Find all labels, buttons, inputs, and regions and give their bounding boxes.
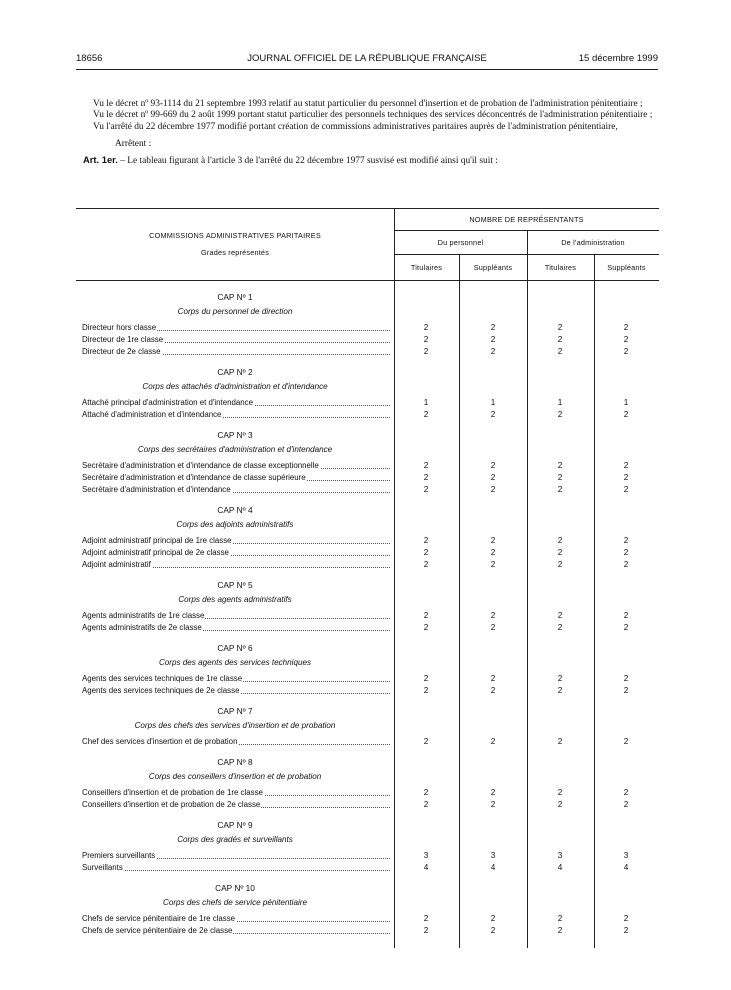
corps-title: Corps des chefs des services d'insertion et de probation xyxy=(134,721,336,730)
suppleants-admin-value: 2 xyxy=(623,485,629,494)
suppleants-admin-value: 2 xyxy=(623,926,629,935)
titulaires-personnel-value: 2 xyxy=(423,686,429,695)
titulaires-personnel-value: 2 xyxy=(423,926,429,935)
journal-title: JOURNAL OFFICIEL DE LA RÉPUBLIQUE FRANÇAISE xyxy=(247,53,487,64)
titulaires-admin-value: 2 xyxy=(557,347,563,356)
grade-label: Secrétaire d'administration et d'intendance de classe exceptionnelle xyxy=(82,461,319,470)
grade-label: Agents des services techniques de 1re classe xyxy=(82,674,243,683)
suppleants-personnel-value: 4 xyxy=(490,863,496,872)
header-bottom-rule xyxy=(76,280,659,281)
cap-title: CAP Nº 2 xyxy=(217,367,253,377)
cap-title: CAP Nº 10 xyxy=(215,883,255,893)
grade-row-label xyxy=(82,850,392,861)
suppleants-personnel-value: 2 xyxy=(490,623,496,632)
titulaires-admin-value: 2 xyxy=(557,323,563,332)
corps-title: Corps des conseillers d'insertion et de probation xyxy=(148,772,322,781)
titulaires-admin-value: 2 xyxy=(557,800,563,809)
suppleants-admin-value: 2 xyxy=(623,674,629,683)
commissions-header: COMMISSIONS ADMINISTRATIVES PARITAIRES xyxy=(149,231,321,240)
intro-text xyxy=(83,99,658,167)
suppleants-personnel-value: 2 xyxy=(490,611,496,620)
grade-row-label xyxy=(82,862,392,873)
suppleants-admin-value: 2 xyxy=(623,473,629,482)
suppleants-admin-value: 2 xyxy=(623,323,629,332)
titulaires-personnel-value: 2 xyxy=(423,548,429,557)
corps-title: Corps des gradés et surveillants xyxy=(177,835,293,844)
suppleants-personnel-value: 2 xyxy=(490,485,496,494)
grade-label: Secrétaire d'administration et d'intendance xyxy=(82,485,231,494)
suppleants-personnel-value: 2 xyxy=(490,461,496,470)
cap-title: CAP Nº 1 xyxy=(217,292,253,302)
grade-row-label xyxy=(82,622,392,633)
grade-row-label xyxy=(82,460,392,471)
grade-row-label xyxy=(82,397,392,408)
titulaires-admin-value: 2 xyxy=(557,674,563,683)
grade-row-label xyxy=(82,346,392,357)
suppleants-admin-value: 2 xyxy=(623,335,629,344)
grade-row-label xyxy=(82,334,392,345)
titulaires-personnel-value: 2 xyxy=(423,473,429,482)
titulaires-personnel-value: 2 xyxy=(423,800,429,809)
grade-label: Surveillants xyxy=(82,863,123,872)
grade-row-label xyxy=(82,535,392,546)
nombre-header: NOMBRE DE REPRÉSENTANTS xyxy=(469,215,584,224)
page-number: 18656 xyxy=(76,53,103,64)
visa-paragraph: Vu l'arrêté du 22 décembre 1977 modifié portant création de commissions administratives paritaires auprès de l'administration pénitentiaire, xyxy=(93,121,618,132)
titulaires-admin-value: 3 xyxy=(557,851,563,860)
grade-row-label xyxy=(82,925,392,936)
col-divider xyxy=(527,230,528,948)
titulaires-personnel-value: 2 xyxy=(423,788,429,797)
grade-row-label xyxy=(82,547,392,558)
corps-title: Corps des attachés d'administration et d'intendance xyxy=(142,382,328,391)
visa-paragraph: Vu le décret nº 99-669 du 2 août 1999 portant statut particulier des personnels techniques des services déconcentrés de l'administration pénitentiaire ; xyxy=(93,110,653,121)
titulaires-personnel-value: 2 xyxy=(423,323,429,332)
suppleants-personnel-value: 2 xyxy=(490,914,496,923)
suppleants-personnel-value: 2 xyxy=(490,788,496,797)
cap-title: CAP Nº 7 xyxy=(217,706,253,716)
cap-title: CAP Nº 5 xyxy=(217,580,253,590)
titulaires-personnel-value: 2 xyxy=(423,335,429,344)
grade-label: Chef des services d'insertion et de probation xyxy=(82,737,238,746)
suppleants-admin-value: 2 xyxy=(623,536,629,545)
titulaires-admin-value: 2 xyxy=(557,914,563,923)
suppleants-admin-value: 2 xyxy=(623,347,629,356)
titulaires-personnel-value: 2 xyxy=(423,623,429,632)
grade-label: Premiers surveillants xyxy=(82,851,156,860)
titulaires-admin-value: 2 xyxy=(557,788,563,797)
titulaires-admin-value: 2 xyxy=(557,461,563,470)
article-text: – Le tableau figurant à l'article 3 de l'arrêté du 22 décembre 1977 susvisé est modifié ainsi qu'il suit : xyxy=(117,156,498,167)
grade-row-label xyxy=(82,559,392,570)
titulaires-personnel-value: 4 xyxy=(423,863,429,872)
grade-label: Agents administratifs de 2e classe xyxy=(82,623,202,632)
titulaires-admin-value: 2 xyxy=(557,548,563,557)
titulaires-personnel-value: 2 xyxy=(423,536,429,545)
suppleants-admin-value: 2 xyxy=(623,686,629,695)
titulaires-admin-value: 2 xyxy=(557,926,563,935)
grade-row-label xyxy=(82,610,392,621)
titulaires-personnel-value: 2 xyxy=(423,347,429,356)
suppleants-personnel-value: 2 xyxy=(490,347,496,356)
grade-label: Adjoint administratif xyxy=(82,560,151,569)
suppleants-personnel-value: 2 xyxy=(490,410,496,419)
grade-row-label xyxy=(82,673,392,684)
titulaires-personnel-value: 3 xyxy=(423,851,429,860)
header-rule xyxy=(394,230,659,231)
representatives-table xyxy=(76,208,659,948)
suppleants-personnel-value: 2 xyxy=(490,548,496,557)
cap-title: CAP Nº 8 xyxy=(217,757,253,767)
titulaires-header: Titulaires xyxy=(410,263,443,272)
corps-title: Corps des secrétaires d'administration et d'intendance xyxy=(137,445,333,454)
titulaires-personnel-value: 1 xyxy=(423,398,429,407)
corps-title: Corps du personnel de direction xyxy=(177,307,293,316)
col-divider xyxy=(459,254,460,948)
grade-row-label xyxy=(82,322,392,333)
suppleants-admin-value: 2 xyxy=(623,737,629,746)
titulaires-admin-value: 1 xyxy=(557,398,563,407)
suppleants-personnel-value: 2 xyxy=(490,737,496,746)
grade-label: Secrétaire d'administration et d'intendance de classe supérieure xyxy=(82,473,306,482)
titulaires-admin-value: 2 xyxy=(557,536,563,545)
suppleants-personnel-value: 2 xyxy=(490,335,496,344)
suppleants-personnel-value: 2 xyxy=(490,560,496,569)
grade-row-label xyxy=(82,484,392,495)
grade-row-label xyxy=(82,685,392,696)
titulaires-personnel-value: 2 xyxy=(423,410,429,419)
suppleants-admin-value: 2 xyxy=(623,560,629,569)
suppleants-admin-value: 2 xyxy=(623,914,629,923)
titulaires-admin-value: 4 xyxy=(557,863,563,872)
article-label: Art. 1er. xyxy=(83,154,118,166)
suppleants-admin-value: 4 xyxy=(623,863,629,872)
grades-header: Grades représentés xyxy=(200,248,270,257)
titulaires-admin-value: 2 xyxy=(557,473,563,482)
suppleants-personnel-value: 1 xyxy=(490,398,496,407)
suppleants-personnel-value: 2 xyxy=(490,473,496,482)
grade-row-label xyxy=(82,409,392,420)
grade-label: Agents administratifs de 1re classe xyxy=(82,611,205,620)
arretent-line: Arrêtent : xyxy=(115,138,152,149)
suppleants-header: Suppléants xyxy=(607,263,646,272)
grade-label: Adjoint administratif principal de 1re classe xyxy=(82,536,232,545)
article-1 xyxy=(83,154,658,167)
col-divider xyxy=(594,254,595,948)
suppleants-admin-value: 3 xyxy=(623,851,629,860)
corps-title: Corps des chefs de service pénitentiaire xyxy=(163,898,307,907)
cap-title: CAP Nº 3 xyxy=(217,430,253,440)
titulaires-admin-value: 2 xyxy=(557,686,563,695)
col-divider xyxy=(394,208,395,948)
titulaires-personnel-value: 2 xyxy=(423,737,429,746)
suppleants-personnel-value: 2 xyxy=(490,926,496,935)
suppleants-admin-value: 2 xyxy=(623,611,629,620)
grade-label: Attaché d'administration et d'intendance xyxy=(82,410,222,419)
suppleants-personnel-value: 2 xyxy=(490,686,496,695)
grade-label: Chefs de service pénitentiaire de 2e classe xyxy=(82,926,233,935)
suppleants-admin-value: 2 xyxy=(623,623,629,632)
grade-label: Directeur de 1re classe xyxy=(82,335,164,344)
table-top-rule xyxy=(76,208,659,209)
cap-title: CAP Nº 6 xyxy=(217,643,253,653)
grade-label: Conseillers d'insertion et de probation de 1re classe xyxy=(82,788,263,797)
corps-title: Corps des agents administratifs xyxy=(178,595,292,604)
grade-row-label xyxy=(82,799,392,810)
suppleants-admin-value: 2 xyxy=(623,548,629,557)
titulaires-personnel-value: 2 xyxy=(423,461,429,470)
titulaires-admin-value: 2 xyxy=(557,737,563,746)
suppleants-personnel-value: 3 xyxy=(490,851,496,860)
corps-title: Corps des adjoints administratifs xyxy=(176,520,294,529)
cap-title: CAP Nº 4 xyxy=(217,505,253,515)
visa-paragraph: Vu le décret nº 93-1114 du 21 septembre 1993 relatif au statut particulier du personnel d'insertion et de probation de l'administration pénitentiaire ; xyxy=(93,99,643,109)
titulaires-header: Titulaires xyxy=(544,263,577,272)
grade-row-label xyxy=(82,736,392,747)
titulaires-admin-value: 2 xyxy=(557,560,563,569)
grade-row-label xyxy=(82,472,392,483)
corps-title: Corps des agents des services techniques xyxy=(158,658,312,667)
grade-label: Agents des services techniques de 2e classe xyxy=(82,686,240,695)
suppleants-personnel-value: 2 xyxy=(490,536,496,545)
header-rule xyxy=(394,254,659,255)
titulaires-admin-value: 2 xyxy=(557,485,563,494)
suppleants-admin-value: 2 xyxy=(623,800,629,809)
suppleants-admin-value: 1 xyxy=(623,398,629,407)
grade-row-label xyxy=(82,787,392,798)
titulaires-admin-value: 2 xyxy=(557,335,563,344)
issue-date: 15 décembre 1999 xyxy=(578,53,658,64)
personnel-header: Du personnel xyxy=(437,238,484,247)
titulaires-personnel-value: 2 xyxy=(423,674,429,683)
titulaires-admin-value: 2 xyxy=(557,410,563,419)
grade-label: Chefs de service pénitentiaire de 1re classe xyxy=(82,914,236,923)
grade-label: Attaché principal d'administration et d'intendance xyxy=(82,398,254,407)
grade-label: Directeur hors classe xyxy=(82,323,157,332)
suppleants-personnel-value: 2 xyxy=(490,323,496,332)
titulaires-admin-value: 2 xyxy=(557,623,563,632)
suppleants-header: Suppléants xyxy=(473,263,513,272)
suppleants-admin-value: 2 xyxy=(623,461,629,470)
suppleants-personnel-value: 2 xyxy=(490,800,496,809)
titulaires-personnel-value: 2 xyxy=(423,914,429,923)
grade-row-label xyxy=(82,913,392,924)
suppleants-admin-value: 2 xyxy=(623,788,629,797)
page-header xyxy=(76,53,658,67)
titulaires-personnel-value: 2 xyxy=(423,485,429,494)
titulaires-personnel-value: 2 xyxy=(423,611,429,620)
grade-label: Conseillers d'insertion et de probation de 2e classe xyxy=(82,800,261,809)
administration-header: De l'administration xyxy=(561,238,625,247)
titulaires-admin-value: 2 xyxy=(557,611,563,620)
titulaires-personnel-value: 2 xyxy=(423,560,429,569)
grade-label: Directeur de 2e classe xyxy=(82,347,161,356)
header-rule xyxy=(76,69,658,70)
cap-title: CAP Nº 9 xyxy=(217,820,253,830)
grade-label: Adjoint administratif principal de 2e classe xyxy=(82,548,229,557)
suppleants-admin-value: 2 xyxy=(623,410,629,419)
suppleants-personnel-value: 2 xyxy=(490,674,496,683)
